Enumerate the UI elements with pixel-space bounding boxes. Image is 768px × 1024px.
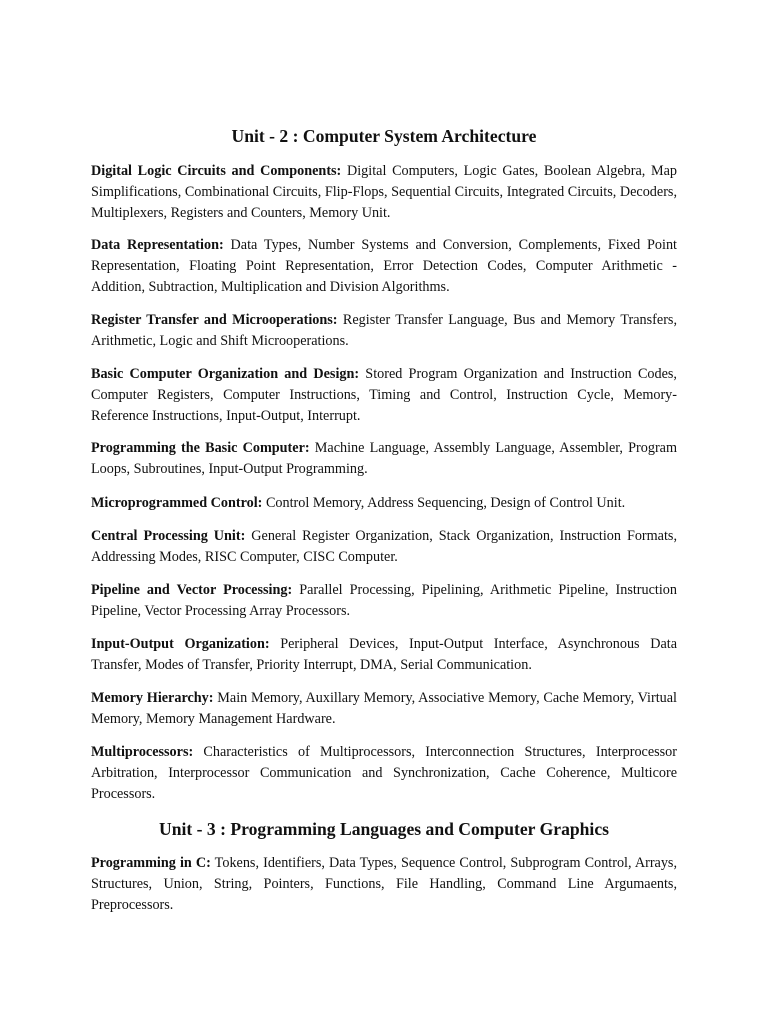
topic-text: Digital Computers, Logic Gates, Boolean Algebra, Map Simplifications, Combinational Circuits, Flip-Flops, Sequential Circuits, Integrated Circuits, Decoders, Multiplexers, Registers and Counters, Memory Unit. bbox=[91, 163, 677, 221]
topic-heading: Pipeline and Vector Processing: bbox=[91, 582, 293, 598]
unit-2-title: Unit - 2 : Computer System Architecture bbox=[231, 126, 537, 146]
topic-pipeline-vector-processing bbox=[91, 580, 677, 622]
topic-text: Main Memory, Auxillary Memory, Associative Memory, Cache Memory, Virtual Memory, Memory Management Hardware. bbox=[91, 690, 677, 727]
topic-heading: Multiprocessors: bbox=[91, 744, 194, 760]
topic-text: General Register Organization, Stack Organization, Instruction Formats, Addressing Modes, RISC Computer, CISC Computer. bbox=[91, 528, 677, 565]
topic-heading: Programming the Basic Computer: bbox=[91, 440, 310, 456]
topic-heading: Input-Output Organization: bbox=[91, 636, 270, 652]
topic-text: Peripheral Devices, Input-Output Interface, Asynchronous Data Transfer, Modes of Transfer, Priority Interrupt, DMA, Serial Communication. bbox=[91, 636, 677, 673]
topic-heading: Data Representation: bbox=[91, 237, 224, 253]
topic-text: Data Types, Number Systems and Conversion, Complements, Fixed Point Representation, Floating Point Representation, Error Detection Codes, Computer Arithmetic - Addition, Subtraction, Multiplication and Division Algorithms. bbox=[91, 237, 677, 295]
topic-heading: Microprogrammed Control: bbox=[91, 495, 263, 511]
topic-programming-basic-computer bbox=[91, 438, 677, 480]
topic-text: Register Transfer Language, Bus and Memory Transfers, Arithmetic, Logic and Shift Microoperations. bbox=[91, 312, 677, 349]
topic-basic-computer-organization bbox=[91, 364, 677, 427]
topic-text: Parallel Processing, Pipelining, Arithmetic Pipeline, Instruction Pipeline, Vector Processing Array Processors. bbox=[91, 582, 677, 619]
topic-register-transfer bbox=[91, 310, 677, 352]
topic-text: Machine Language, Assembly Language, Assembler, Program Loops, Subroutines, Input-Output Programming. bbox=[91, 440, 677, 477]
topic-heading: Digital Logic Circuits and Components: bbox=[91, 163, 342, 179]
unit-3-title: Unit - 3 : Programming Languages and Computer Graphics bbox=[159, 819, 609, 839]
topic-data-representation bbox=[91, 235, 677, 298]
topic-input-output-organization bbox=[91, 634, 677, 676]
topic-text: Stored Program Organization and Instruction Codes, Computer Registers, Computer Instructions, Timing and Control, Instruction Cycle, Memory-Reference Instructions, Input-Output, Interrupt. bbox=[91, 366, 677, 424]
topic-heading: Register Transfer and Microoperations: bbox=[91, 312, 338, 328]
topic-heading: Basic Computer Organization and Design: bbox=[91, 366, 360, 382]
topic-text: Characteristics of Multiprocessors, Interconnection Structures, Interprocessor Arbitration, Interprocessor Communication and Synchronization, Cache Coherence, Multicore Processors. bbox=[91, 744, 677, 802]
topic-digital-logic bbox=[91, 161, 677, 224]
topic-heading: Memory Hierarchy: bbox=[91, 690, 214, 706]
topic-microprogrammed-control bbox=[91, 493, 677, 514]
topic-multiprocessors bbox=[91, 742, 677, 805]
topic-text: Tokens, Identifiers, Data Types, Sequence Control, Subprogram Control, Arrays, Structures, Union, String, Pointers, Functions, File Handling, Command Line Argumaents, Preprocessors. bbox=[91, 855, 677, 913]
topic-heading: Central Processing Unit: bbox=[91, 528, 246, 544]
topic-heading: Programming in C: bbox=[91, 855, 211, 871]
topic-programming-in-c bbox=[91, 853, 677, 916]
topic-central-processing-unit bbox=[91, 526, 677, 568]
topic-text: Control Memory, Address Sequencing, Design of Control Unit. bbox=[262, 495, 626, 511]
topic-memory-hierarchy bbox=[91, 688, 677, 730]
